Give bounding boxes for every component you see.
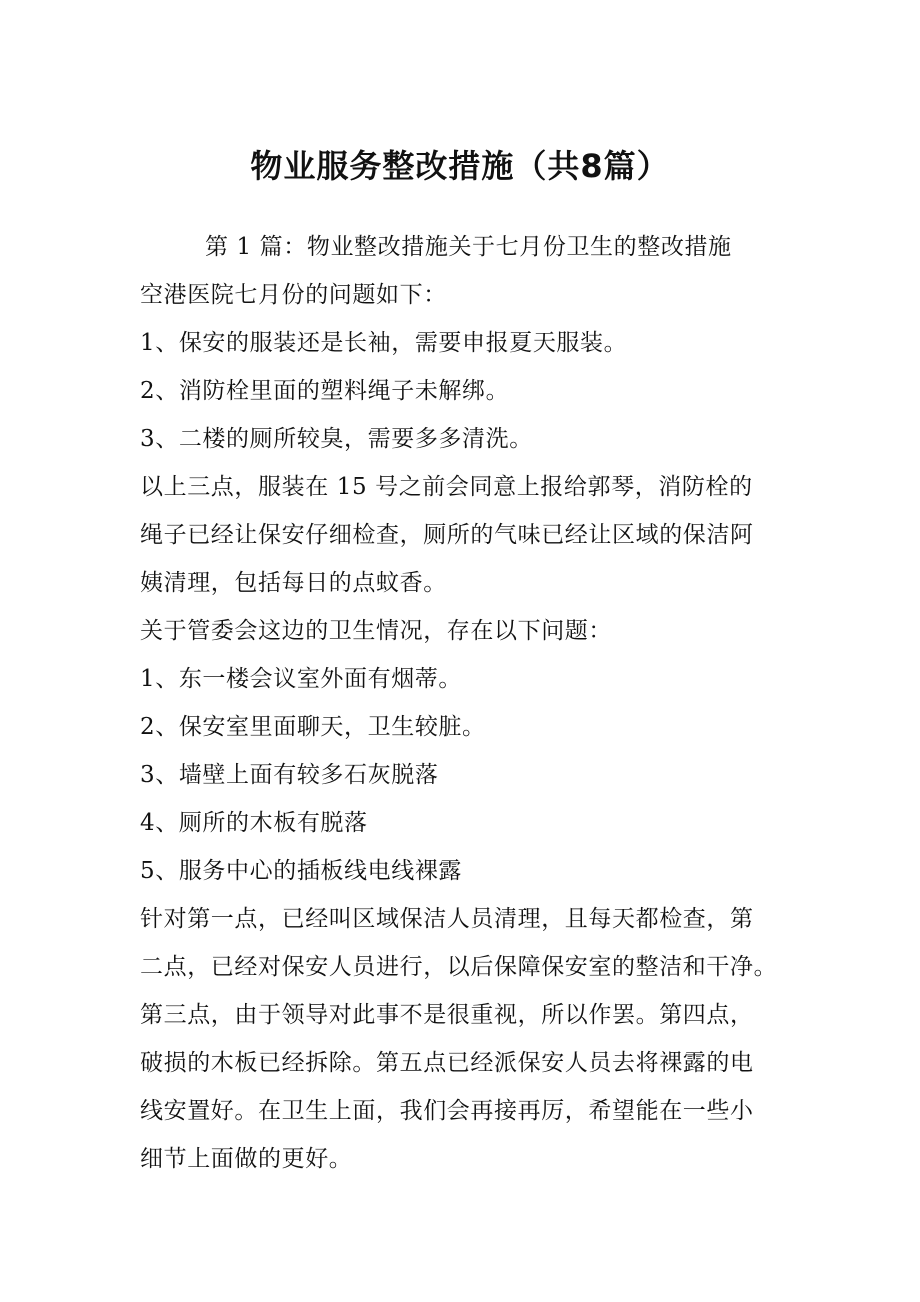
paragraph-line: 线安置好。在卫生上面，我们会再接再厉，希望能在一些小: [140, 1098, 754, 1124]
list-item: 1、东一楼会议室外面有烟蒂。: [140, 666, 463, 692]
paragraph-line: 细节上面做的更好。: [140, 1146, 353, 1172]
paragraph-line: 绳子已经让保安仔细检查，厕所的气味已经让区域的保洁阿: [140, 522, 754, 548]
list-item: 1、保安的服装还是长袖，需要申报夏天服装。: [140, 330, 628, 356]
list-item: 2、保安室里面聊天，卫生较脏。: [140, 714, 486, 740]
list-item: 3、二楼的厕所较臭，需要多多清洗。: [140, 426, 533, 452]
document-title: 物业服务整改措施（共8篇）: [250, 147, 670, 185]
paragraph-line: 破损的木板已经拆除。第五点已经派保安人员去将裸露的电: [140, 1050, 754, 1076]
paragraph-line: 以上三点，服装在 15 号之前会同意上报给郭琴，消防栓的: [140, 474, 753, 500]
paragraph-line: 针对第一点，已经叫区域保洁人员清理，且每天都检查，第: [140, 906, 754, 932]
paragraph-line: 空港医院七月份的问题如下：: [140, 282, 447, 308]
paragraph-line: 关于管委会这边的卫生情况，存在以下问题：: [140, 618, 612, 644]
list-item: 5、服务中心的插板线电线裸露: [140, 858, 463, 884]
list-item: 3、墙壁上面有较多石灰脱落: [140, 762, 439, 788]
paragraph-line: 二点，已经对保安人员进行，以后保障保安室的整洁和干净。: [140, 954, 778, 980]
paragraph-line: 第三点，由于领导对此事不是很重视，所以作罢。第四点，: [140, 1002, 754, 1028]
list-item: 4、厕所的木板有脱落: [140, 810, 368, 836]
list-item: 2、消防栓里面的塑料绳子未解绑。: [140, 378, 510, 404]
paragraph-line: 姨清理，包括每日的点蚊香。: [140, 570, 447, 596]
chapter-heading: 第 1 篇：物业整改措施关于七月份卫生的整改措施: [205, 234, 732, 260]
